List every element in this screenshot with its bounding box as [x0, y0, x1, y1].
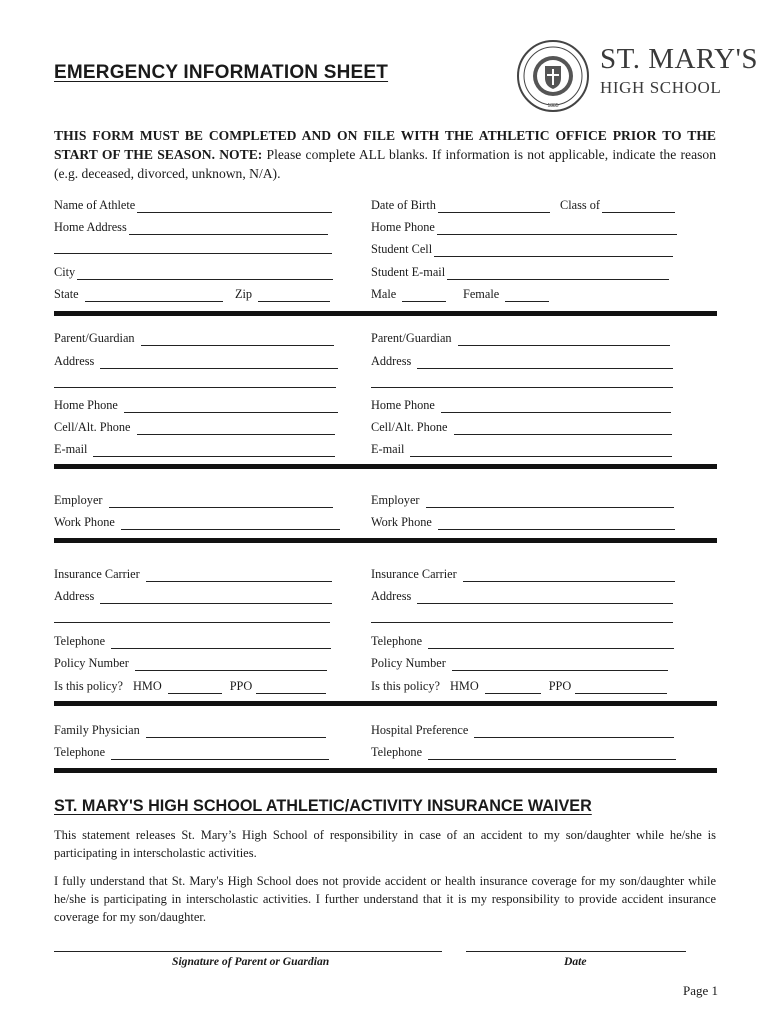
insurance2-policy-type-field[interactable]	[371, 678, 667, 694]
insurance1-address-line[interactable]	[100, 591, 332, 604]
parent2-line[interactable]	[458, 333, 670, 346]
insurance1-telephone-field[interactable]	[54, 633, 331, 649]
state-line[interactable]	[85, 289, 223, 302]
home-address-line-2[interactable]	[54, 253, 332, 254]
insurance1-hmo-label: HMO	[133, 679, 162, 693]
parent2-employer-line[interactable]	[426, 495, 674, 508]
dob-field[interactable]	[371, 197, 550, 213]
insurance1-ppo-line[interactable]	[256, 681, 326, 694]
intro-rest: Please complete ALL blanks. If information is not applicable, indicate the reason (e.g. deceased, divorced, unknown, N/A).	[54, 147, 716, 181]
parent1-cell-field[interactable]	[54, 419, 335, 435]
hospital-preference-line[interactable]	[474, 725, 674, 738]
athlete-home-phone-field[interactable]	[371, 219, 677, 235]
insurance1-carrier-field[interactable]	[54, 566, 332, 582]
parent2-employer-label: Employer	[371, 493, 420, 507]
student-email-field[interactable]	[371, 264, 669, 280]
name-of-athlete-label: Name of Athlete	[54, 198, 136, 212]
parent2-work-phone-line[interactable]	[438, 517, 675, 530]
parent2-field[interactable]	[371, 330, 670, 346]
female-field[interactable]	[463, 286, 549, 302]
insurance2-telephone-label: Telephone	[371, 634, 423, 648]
home-address-field[interactable]	[54, 219, 328, 235]
school-logo	[516, 37, 758, 115]
insurance1-carrier-line[interactable]	[146, 569, 332, 582]
parent1-address-field[interactable]	[54, 353, 338, 369]
family-physician-line[interactable]	[146, 725, 326, 738]
male-field[interactable]	[371, 286, 446, 302]
athlete-home-phone-label: Home Phone	[371, 220, 435, 234]
parent1-cell-line[interactable]	[137, 422, 335, 435]
parent2-email-label: E-mail	[371, 442, 405, 456]
parent1-work-phone-field[interactable]	[54, 514, 340, 530]
parent1-field[interactable]	[54, 330, 334, 346]
zip-line[interactable]	[258, 289, 330, 302]
insurance1-policy-question: Is this policy?	[54, 679, 123, 693]
hospital-telephone-line[interactable]	[428, 747, 676, 760]
insurance1-address-line-2[interactable]	[54, 622, 330, 623]
insurance2-address-field[interactable]	[371, 588, 673, 604]
parent1-address-line[interactable]	[100, 356, 338, 369]
insurance2-address-line-2[interactable]	[371, 622, 673, 623]
parent2-email-field[interactable]	[371, 441, 672, 457]
parent2-address-field[interactable]	[371, 353, 673, 369]
physician-telephone-field[interactable]	[54, 744, 329, 760]
parent1-work-phone-label: Work Phone	[54, 515, 115, 529]
parent2-address-line-2[interactable]	[371, 387, 673, 388]
name-of-athlete-line[interactable]	[137, 200, 332, 213]
parent1-email-line[interactable]	[93, 444, 335, 457]
zip-label: Zip	[235, 287, 253, 301]
parent2-home-phone-label: Home Phone	[371, 398, 435, 412]
parent2-cell-line[interactable]	[454, 422, 672, 435]
insurance2-policy-number-label: Policy Number	[371, 656, 446, 670]
male-label: Male	[371, 287, 397, 301]
insurance2-telephone-field[interactable]	[371, 633, 674, 649]
parent1-employer-line[interactable]	[109, 495, 333, 508]
parent1-home-phone-line[interactable]	[124, 400, 338, 413]
signature-line[interactable]	[54, 951, 442, 952]
insurance1-policy-number-field[interactable]	[54, 655, 327, 671]
insurance1-telephone-line[interactable]	[111, 636, 331, 649]
school-seal-icon	[516, 39, 590, 113]
student-email-line[interactable]	[447, 267, 669, 280]
class-of-line[interactable]	[602, 200, 675, 213]
dob-label: Date of Birth	[371, 198, 436, 212]
parent2-email-line[interactable]	[410, 444, 672, 457]
section-divider	[54, 701, 717, 706]
insurance2-address-line[interactable]	[417, 591, 673, 604]
zip-field[interactable]	[235, 286, 330, 302]
waiver-heading: ST. MARY'S HIGH SCHOOL ATHLETIC/ACTIVITY INSURANCE WAIVER	[54, 797, 592, 815]
insurance2-hmo-label: HMO	[450, 679, 479, 693]
seal-year: 1885	[547, 103, 559, 109]
hospital-telephone-label: Telephone	[371, 745, 423, 759]
insurance1-address-label: Address	[54, 589, 95, 603]
parent2-label: Parent/Guardian	[371, 331, 452, 345]
city-label: City	[54, 265, 76, 279]
parent2-address-label: Address	[371, 354, 412, 368]
parent1-address-label: Address	[54, 354, 95, 368]
class-of-label: Class of	[560, 198, 600, 212]
page-number: Page 1	[683, 983, 719, 998]
student-email-label: Student E-mail	[371, 265, 446, 279]
parent2-cell-label: Cell/Alt. Phone	[371, 420, 448, 434]
parent1-label: Parent/Guardian	[54, 331, 135, 345]
family-physician-field[interactable]	[54, 722, 326, 738]
insurance2-telephone-line[interactable]	[428, 636, 674, 649]
state-field[interactable]	[54, 286, 223, 302]
state-label: State	[54, 287, 79, 301]
parent2-employer-field[interactable]	[371, 492, 674, 508]
family-physician-label: Family Physician	[54, 723, 140, 737]
insurance2-policy-question: Is this policy?	[371, 679, 440, 693]
parent2-cell-field[interactable]	[371, 419, 672, 435]
parent2-home-phone-line[interactable]	[441, 400, 671, 413]
parent1-address-line-2[interactable]	[54, 387, 336, 388]
section-divider	[54, 311, 717, 316]
hospital-telephone-field[interactable]	[371, 744, 676, 760]
parent1-line[interactable]	[141, 333, 334, 346]
logo-line2: HIGH SCHOOL	[600, 78, 722, 97]
insurance1-carrier-label: Insurance Carrier	[54, 567, 140, 581]
hospital-preference-label: Hospital Preference	[371, 723, 469, 737]
athlete-home-phone-line[interactable]	[437, 222, 677, 235]
parent1-email-label: E-mail	[54, 442, 88, 456]
name-of-athlete-field[interactable]	[54, 197, 332, 213]
dob-line[interactable]	[438, 200, 550, 213]
insurance2-carrier-label: Insurance Carrier	[371, 567, 457, 581]
insurance2-carrier-field[interactable]	[371, 566, 675, 582]
section-divider	[54, 768, 717, 773]
intro-bold: THIS FORM MUST BE COMPLETED AND ON FILE WITH THE ATHLETIC OFFICE PRIOR TO THE START OF THE SEASON. NOTE:	[54, 128, 716, 162]
insurance1-address-field[interactable]	[54, 588, 332, 604]
section-divider	[54, 538, 717, 543]
parent1-work-phone-line[interactable]	[121, 517, 340, 530]
parent1-email-field[interactable]	[54, 441, 335, 457]
parent2-work-phone-label: Work Phone	[371, 515, 432, 529]
waiver-paragraph-2: I fully understand that St. Mary's High School does not provide accident or health insurance coverage for my son/daughter while he/she is participating in interscholastic activities. I further understand that it is my responsibility to provide accident insurance coverage for my son/daughter.	[54, 874, 716, 924]
student-cell-label: Student Cell	[371, 242, 433, 256]
class-of-field[interactable]	[560, 197, 675, 213]
insurance1-policy-type-field[interactable]	[54, 678, 326, 694]
insurance2-ppo-line[interactable]	[575, 681, 667, 694]
parent1-employer-field[interactable]	[54, 492, 333, 508]
insurance1-ppo-label: PPO	[229, 679, 253, 693]
parent1-cell-label: Cell/Alt. Phone	[54, 420, 131, 434]
parent1-home-phone-label: Home Phone	[54, 398, 118, 412]
waiver-paragraph-1: This statement releases St. Mary’s High School of responsibility in case of an accident to my son/daughter while he/she is participating in interscholastic activities.	[54, 828, 716, 860]
signature-caption: Signature of Parent or Guardian	[172, 955, 330, 968]
student-cell-line[interactable]	[434, 244, 673, 257]
parent1-home-phone-field[interactable]	[54, 397, 338, 413]
parent2-address-line[interactable]	[417, 356, 673, 369]
physician-telephone-label: Telephone	[54, 745, 106, 759]
female-line[interactable]	[505, 289, 549, 302]
hospital-preference-field[interactable]	[371, 722, 674, 738]
insurance1-hmo-line[interactable]	[168, 681, 222, 694]
section-divider	[54, 464, 717, 469]
male-line[interactable]	[402, 289, 446, 302]
home-address-label: Home Address	[54, 220, 127, 234]
insurance1-policy-number-label: Policy Number	[54, 656, 129, 670]
city-line[interactable]	[77, 267, 333, 280]
insurance2-hmo-line[interactable]	[485, 681, 541, 694]
date-caption: Date	[564, 955, 587, 968]
female-label: Female	[463, 287, 500, 301]
date-line[interactable]	[466, 951, 686, 952]
parent1-employer-label: Employer	[54, 493, 103, 507]
parent2-work-phone-field[interactable]	[371, 514, 675, 530]
student-cell-field[interactable]	[371, 241, 673, 257]
insurance2-policy-number-line[interactable]	[452, 658, 668, 671]
page-title: EMERGENCY INFORMATION SHEET	[54, 62, 389, 83]
insurance1-telephone-label: Telephone	[54, 634, 106, 648]
logo-line1: ST. MARY'S	[600, 43, 758, 75]
physician-telephone-line[interactable]	[111, 747, 329, 760]
intro-text	[54, 126, 716, 183]
parent2-home-phone-field[interactable]	[371, 397, 671, 413]
insurance2-carrier-line[interactable]	[463, 569, 675, 582]
insurance2-ppo-label: PPO	[548, 679, 572, 693]
insurance2-address-label: Address	[371, 589, 412, 603]
insurance2-policy-number-field[interactable]	[371, 655, 668, 671]
insurance1-policy-number-line[interactable]	[135, 658, 327, 671]
home-address-line[interactable]	[129, 222, 328, 235]
city-field[interactable]	[54, 264, 333, 280]
